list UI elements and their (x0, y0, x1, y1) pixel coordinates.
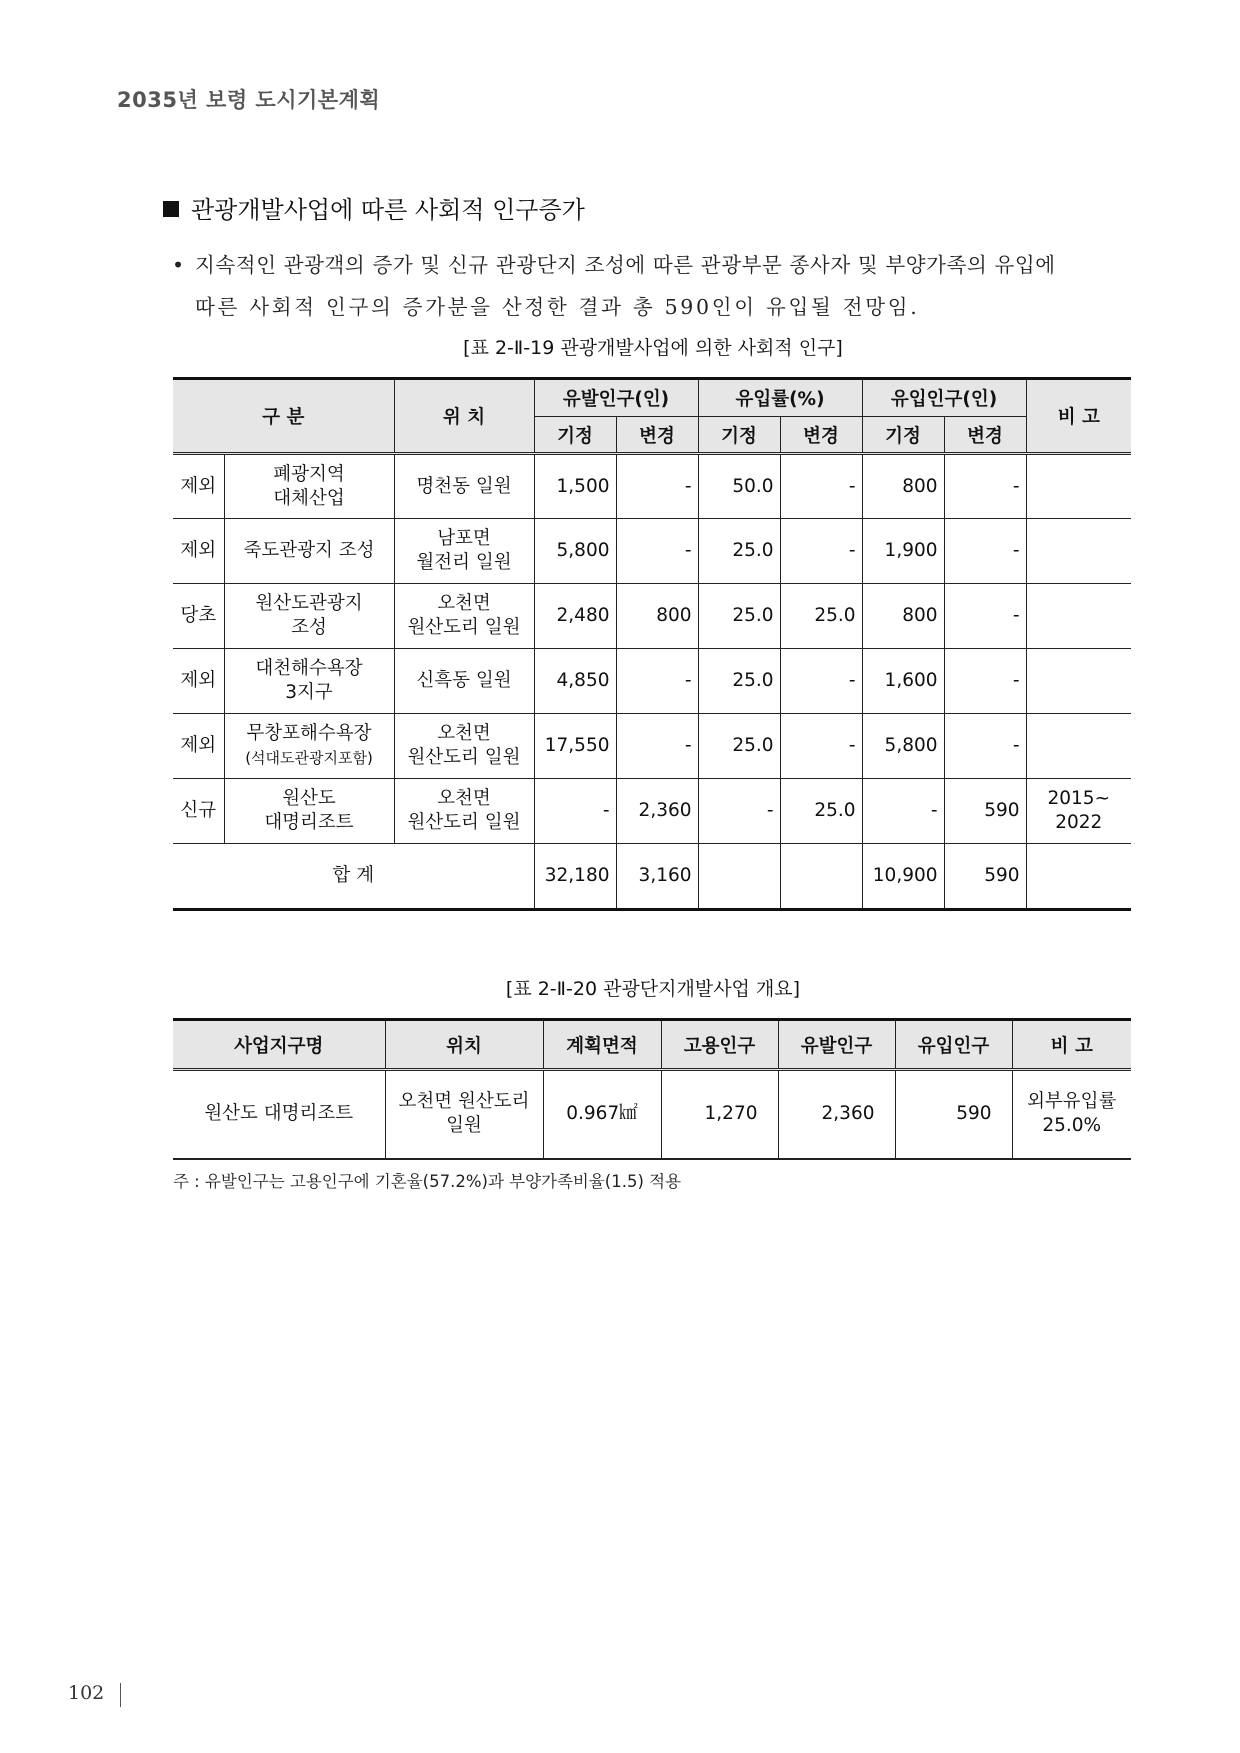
header-location: 위 치 (394, 379, 534, 454)
bullet-dot-icon: • (172, 253, 185, 277)
row-name: 죽도관광지 조성 (224, 519, 394, 584)
cell-pop-existing: 800 (862, 454, 944, 519)
cell-rate-existing: 25.0 (698, 649, 780, 714)
total-induced-changed: 3,160 (616, 844, 698, 910)
cell-induced-existing: 1,500 (534, 454, 616, 519)
bullet-line-2: 따른 사회적 인구의 증가분을 산정한 결과 총 590인이 유입될 전망임. (195, 295, 920, 319)
total-label: 합 계 (173, 844, 534, 910)
cell-rate-changed: 25.0 (780, 779, 862, 844)
cell-induced-changed: 800 (616, 584, 698, 649)
header-induced-existing: 기정 (534, 417, 616, 454)
cell-pop-existing: 800 (862, 584, 944, 649)
header-inflow-rate: 유입률(%) (698, 379, 862, 417)
cell-remarks (1026, 454, 1131, 519)
header-remarks: 비 고 (1012, 1020, 1131, 1070)
cell-rate-changed: 25.0 (780, 584, 862, 649)
cell-rate-existing: 50.0 (698, 454, 780, 519)
row-type: 당초 (173, 584, 224, 649)
cell-rate-changed: - (780, 649, 862, 714)
total-pop-existing: 10,900 (862, 844, 944, 910)
cell-induced-existing: 5,800 (534, 519, 616, 584)
cell-induced-existing: 4,850 (534, 649, 616, 714)
cell-rate-existing: 25.0 (698, 584, 780, 649)
cell-remarks (1026, 714, 1131, 779)
cell-pop-existing: 5,800 (862, 714, 944, 779)
cell-remarks (1026, 519, 1131, 584)
square-bullet-icon (163, 201, 179, 217)
cell-pop-changed: - (944, 519, 1026, 584)
cell-remarks (1026, 584, 1131, 649)
header-location: 위치 (385, 1020, 543, 1070)
header-pop-changed: 변경 (944, 417, 1026, 454)
row-location: 오천면 원산도리 일원 (394, 779, 534, 844)
header-induced: 유발인구 (778, 1020, 895, 1070)
header-pop-existing: 기정 (862, 417, 944, 454)
row-name: 원산도관광지 조성 (224, 584, 394, 649)
cell-rate-changed: - (780, 454, 862, 519)
section-title (163, 190, 585, 225)
row-type: 제외 (173, 519, 224, 584)
cell-pop-changed: - (944, 584, 1026, 649)
cell-pop-changed: - (944, 649, 1026, 714)
row-location: 명천동 일원 (394, 454, 534, 519)
cell-remarks (1026, 649, 1131, 714)
table-row (173, 779, 1131, 844)
row-location: 오천면 원산도리 일원 (394, 584, 534, 649)
page-number-divider (120, 1683, 121, 1707)
table-note: 주 : 유발인구는 고용인구에 기혼율(57.2%)과 부양가족비율(1.5) 적용 (173, 1172, 682, 1191)
header-division: 구 분 (173, 379, 394, 454)
row-location: 남포면 월전리 일원 (394, 519, 534, 584)
row-name: 원산도 대명리조트 (224, 779, 394, 844)
row-type: 제외 (173, 714, 224, 779)
header-inflow-pop: 유입인구(인) (862, 379, 1026, 417)
table-row (173, 649, 1131, 714)
row-location: 오천면 원산도리 일원 (394, 714, 534, 779)
cell-area: 0.967㎢ (543, 1070, 661, 1159)
table-row (173, 454, 1131, 519)
header-employment: 고용인구 (661, 1020, 778, 1070)
row-name: 대천해수욕장 3지구 (224, 649, 394, 714)
cell-district: 원산도 대명리조트 (173, 1070, 385, 1159)
cell-induced-changed: - (616, 649, 698, 714)
row-type: 제외 (173, 649, 224, 714)
cell-induced-changed: - (616, 454, 698, 519)
section-title-text: 관광개발사업에 따른 사회적 인구증가 (191, 196, 585, 224)
cell-induced-changed: - (616, 714, 698, 779)
cell-remarks: 2015~ 2022 (1026, 779, 1131, 844)
row-name: 무창포해수욕장 (석대도관광지포함) (224, 714, 394, 779)
cell-induced-changed: 2,360 (616, 779, 698, 844)
bullet-paragraph (170, 244, 1130, 328)
cell-induced-existing: 2,480 (534, 584, 616, 649)
tourism-project-table (173, 1018, 1131, 1160)
total-pop-changed: 590 (944, 844, 1026, 910)
header-remarks: 비 고 (1026, 379, 1131, 454)
total-rate-existing (698, 844, 780, 910)
row-type: 제외 (173, 454, 224, 519)
cell-pop-changed: 590 (944, 779, 1026, 844)
table-row (173, 584, 1131, 649)
cell-employment: 1,270 (661, 1070, 778, 1159)
total-remarks (1026, 844, 1131, 910)
social-population-table (173, 377, 1131, 911)
cell-inflow: 590 (895, 1070, 1012, 1159)
table2-caption: [표 2-Ⅱ-20 관광단지개발사업 개요] (505, 978, 801, 1000)
cell-induced-changed: - (616, 519, 698, 584)
cell-rate-changed: - (780, 714, 862, 779)
cell-induced-existing: - (534, 779, 616, 844)
bullet-line-1: 지속적인 관광객의 증가 및 신규 관광단지 조성에 따른 관광부문 종사자 및 부양가족의 유입에 (195, 253, 1056, 277)
header-inflow: 유입인구 (895, 1020, 1012, 1070)
cell-induced-existing: 17,550 (534, 714, 616, 779)
header-rate-existing: 기정 (698, 417, 780, 454)
cell-pop-existing: 1,600 (862, 649, 944, 714)
cell-remarks: 외부유입률 25.0% (1012, 1070, 1131, 1159)
total-row (173, 844, 1131, 910)
page-number: 102 (68, 1682, 105, 1704)
cell-rate-existing: 25.0 (698, 714, 780, 779)
header-district: 사업지구명 (173, 1020, 385, 1070)
header-induced: 유발인구(인) (534, 379, 698, 417)
table-row (173, 519, 1131, 584)
cell-rate-changed: - (780, 519, 862, 584)
row-name: 폐광지역 대체산업 (224, 454, 394, 519)
cell-rate-existing: 25.0 (698, 519, 780, 584)
table-row (173, 714, 1131, 779)
table1-caption: [표 2-Ⅱ-19 관광개발사업에 의한 사회적 인구] (463, 337, 843, 359)
cell-pop-existing: - (862, 779, 944, 844)
table-row (173, 1070, 1131, 1159)
cell-induced: 2,360 (778, 1070, 895, 1159)
row-location: 신흑동 일원 (394, 649, 534, 714)
header-area: 계획면적 (543, 1020, 661, 1070)
header-induced-changed: 변경 (616, 417, 698, 454)
cell-pop-changed: - (944, 454, 1026, 519)
cell-rate-existing: - (698, 779, 780, 844)
running-header: 2035년 보령 도시기본계획 (117, 88, 381, 112)
total-induced-existing: 32,180 (534, 844, 616, 910)
total-rate-changed (780, 844, 862, 910)
cell-location: 오천면 원산도리 일원 (385, 1070, 543, 1159)
cell-pop-existing: 1,900 (862, 519, 944, 584)
header-rate-changed: 변경 (780, 417, 862, 454)
row-type: 신규 (173, 779, 224, 844)
cell-pop-changed: - (944, 714, 1026, 779)
